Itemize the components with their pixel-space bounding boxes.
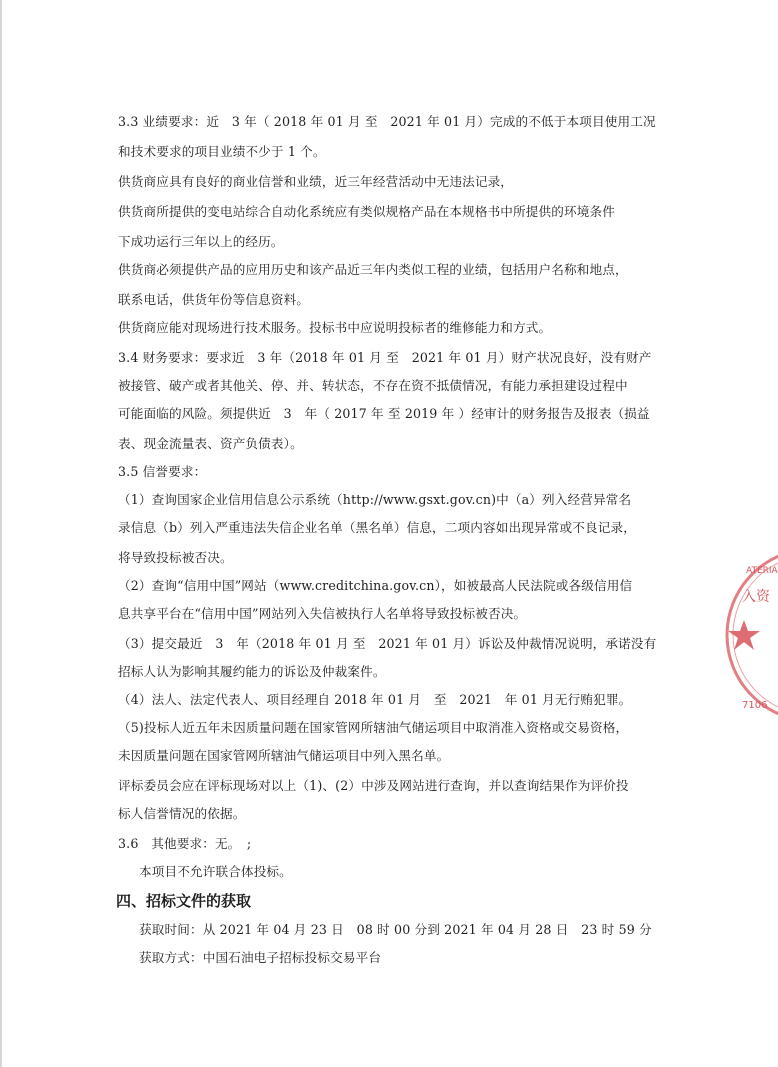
text-line: 3.6 其他要求：无。 ; <box>118 836 252 851</box>
text-line: （2）查询“信用中国”网站（www.creditchina.gov.cn），如被最高人民法院或各级信用信 <box>118 578 633 593</box>
official-seal <box>718 540 778 730</box>
text-line: 息共享平台在“信用中国”网站列入失信被执行人名单将导致投标被否决。 <box>118 606 527 621</box>
text-line: （5)投标人近五年未因质量问题在国家管网所辖油气储运项目中取消准入资格或交易资格， <box>118 720 629 735</box>
text-line: 被接管、破产或者其他关、停、并、转状态，不存在资不抵债情况，有能力承担建设过程中 <box>118 378 628 393</box>
seal-text: ATERIA <box>746 566 778 576</box>
text-line: 3.5 信誉要求： <box>118 464 207 479</box>
text-line: 录信息（b）列入严重违法失信企业名单（黑名单）信息，二项内容如出现异常或不良记录， <box>118 520 636 535</box>
acquisition-method: 获取方式：中国石油电子招标投标交易平台 <box>139 950 382 965</box>
page-edge <box>0 0 2 1067</box>
text-line: （4）法人、法定代表人、项目经理自 2018 年 01 月 至 2021 年 01 月无行贿犯罪。 <box>118 692 632 707</box>
seal-text: 入资 <box>742 589 770 605</box>
text-line: 供货商应具有良好的商业信誉和业绩，近三年经营活动中无违法记录， <box>118 174 514 189</box>
text-line: 供货商应能对现场进行技术服务。投标书中应说明投标者的维修能力和方式。 <box>118 320 552 335</box>
text-line: （3）提交最近 3 年（2018 年 01 月 至 2021 年 01 月）诉讼及仲裁情况说明，承诺没有 <box>118 636 657 651</box>
text-line: 招标人认为影响其履约能力的诉讼及仲裁案件。 <box>118 664 386 679</box>
text-line: 联系电话，供货年份等信息资料。 <box>118 292 310 307</box>
text-line: 下成功运行三年以上的经历。 <box>118 234 284 249</box>
text-line: 表、现金流量表、资产负债表）。 <box>118 436 303 451</box>
text-line: 供货商必须提供产品的应用历史和该产品近三年内类似工程的业绩，包括用户名称和地点， <box>118 262 628 277</box>
text-line: 未因质量问题在国家管网所辖油气储运项目中列入黑名单。 <box>118 748 450 763</box>
text-line: 和技术要求的项目业绩不少于 1 个。 <box>118 144 326 159</box>
text-line: 3.4 财务要求：要求近 3 年（2018 年 01 月 至 2021 年 01 月）财产状况良好，没有财产 <box>118 350 652 365</box>
text-line: 评标委员会应在评标现场对以上（1)、(2）中涉及网站进行查询，并以查询结果作为评价投 <box>118 778 629 793</box>
section-heading: 四、招标文件的获取 <box>116 892 252 910</box>
text-line: 将导致投标被否决。 <box>118 550 233 565</box>
text-line: 可能面临的风险。须提供近 3 年（ 2017 年 至 2019 年 ）经审计的财务报告及报表（损益 <box>118 406 650 421</box>
seal-text: 7106 <box>742 700 768 711</box>
text-line: 3.3 业绩要求：近 3 年（ 2018 年 01 月 至 2021 年 01 月）完成的不低于本项目使用工况 <box>118 114 656 129</box>
text-line: （1）查询国家企业信用信息公示系统（http://www.gsxt.gov.cn)中（a）列入经营异常名 <box>118 492 632 507</box>
acquisition-time: 获取时间：从 2021 年 04 月 23 日 08 时 00 分到 2021 年 04 月 28 日 23 时 59 分 <box>139 922 652 937</box>
text-line: 本项目不允许联合体投标。 <box>139 864 292 879</box>
text-line: 供货商所提供的变电站综合自动化系统应有类似规格产品在本规格书中所提供的环境条件 <box>118 204 616 219</box>
text-line: 标人信誉情况的依据。 <box>118 806 246 821</box>
